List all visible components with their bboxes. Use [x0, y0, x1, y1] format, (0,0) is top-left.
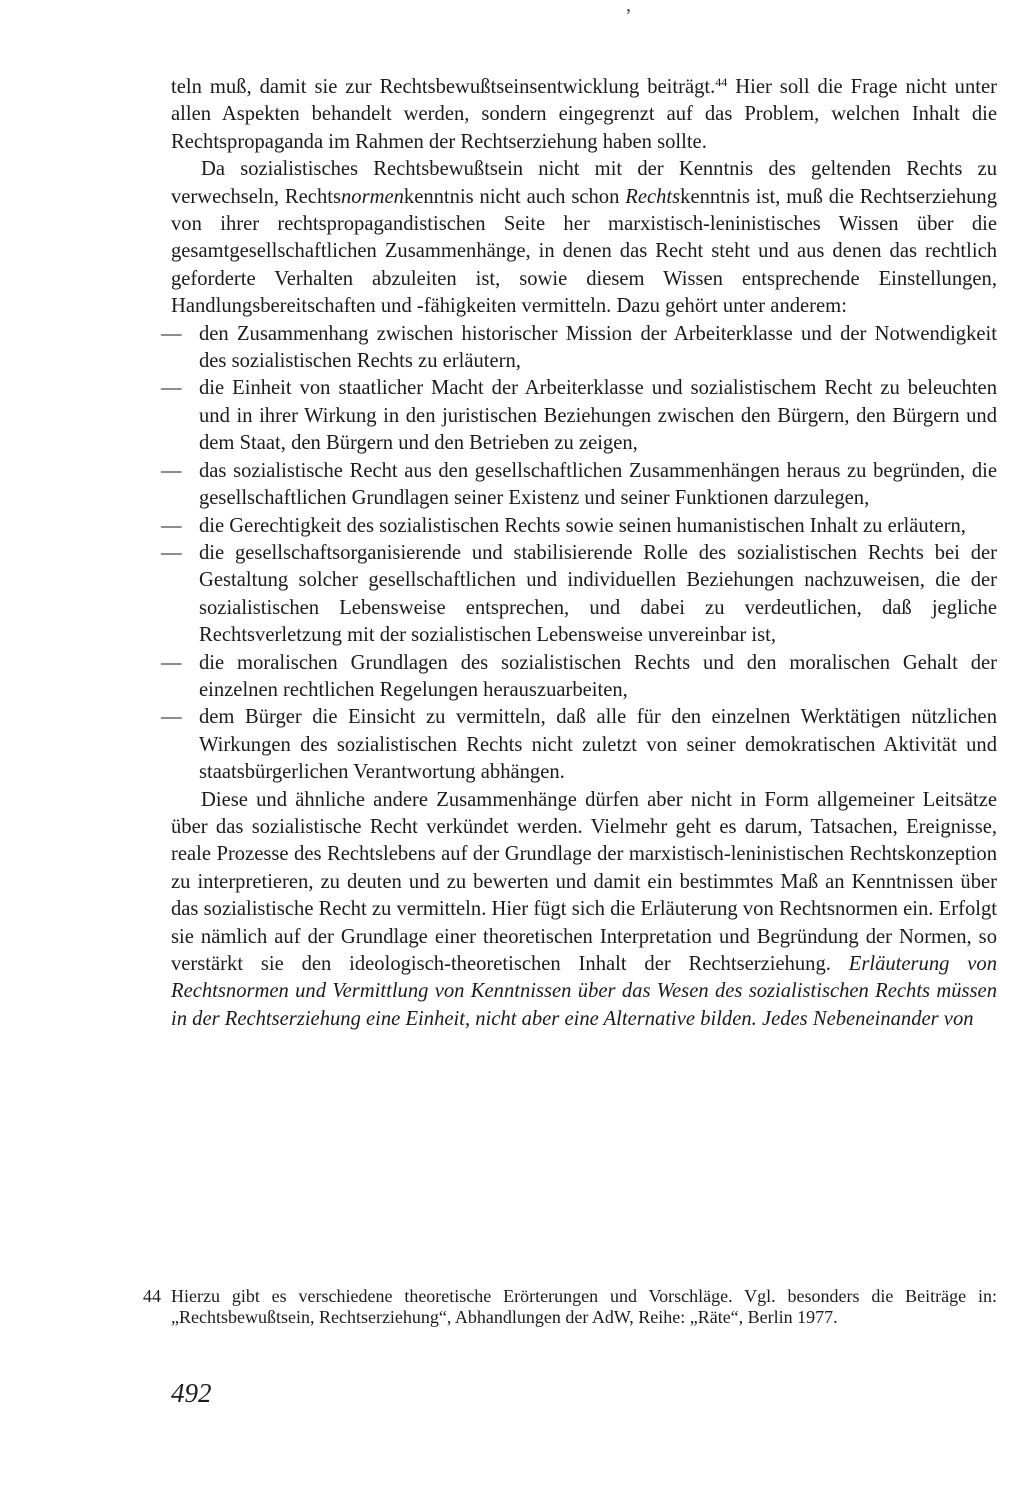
list-item-text: die Einheit von staatlicher Macht der Arbeiterklasse und sozialistischem Recht zu beleuchten und in ihrer Wirkung in den juristischen Beziehungen zwischen den Bürgern, den Bürgern und dem Staat, den Bürgern und den Betrieben zu zeigen, [199, 377, 997, 455]
paragraph-2-part-3: kenntnis ist, muß die Rechtserziehung von ihrer rechtspropagandistischen Seite her marxistisch-leninistisches Wissen über die gesamtgesellschaftlichen Zusammenhänge, in denen das Recht steht und aus denen das rechtlich geforderte Verhalten abzuleiten ist, sowie diesem Wissen entsprechende Einstellungen, Handlungsbereitschaften und -fähigkeiten vermitteln. Dazu gehört unter anderem: [171, 185, 998, 318]
list-item [161, 513, 997, 540]
list-item [161, 321, 997, 376]
top-mark: , [626, 0, 631, 16]
list-item [161, 540, 997, 650]
list-item-text: die gesellschaftsorganisierende und stabilisierende Rolle des sozialistischen Rechts bei der Gestaltung solcher gesellschaftlichen und individuellen Beziehungen nachzuweisen, die der sozialistischen Lebensweise entsprechen, und dabei zu verdeutlichen, daß jegliche Rechtsverletzung mit der sozialistischen Lebensweise unvereinbar ist, [199, 541, 997, 647]
list-item-text: die moralischen Grundlagen des sozialistischen Rechts und den moralischen Gehalt der einzelnen rechtlichen Regelungen herauszuarbeiten, [199, 651, 997, 701]
bullet-dash: — [161, 377, 182, 400]
paragraph-2-emphasis-2: Rechts [625, 185, 681, 208]
list-item [161, 458, 997, 513]
paragraph-3 [171, 787, 997, 1034]
body-text [161, 74, 998, 1033]
paragraph-1-text: teln muß, damit sie zur Rechtsbewußtseinsentwicklung beiträgt. [171, 76, 716, 98]
paragraph-1-text-after: Hier soll die Frage nicht unter allen Aspekten behandelt werden, sondern eingegrenzt auf das Problem, welchen Inhalt die Rechtspropaganda im Rahmen der Rechtserziehung haben sollte. [171, 76, 997, 153]
list-item-text: dem Bürger die Einsicht zu vermitteln, daß alle für den einzelnen Werktätigen nützlichen Wirkungen des sozialistischen Rechts nicht zuletzt von seiner demokratischen Aktivität und staatsbürgerlichen Verantwortung abhängen. [199, 706, 997, 784]
bullet-dash: — [161, 706, 182, 729]
paragraph-3-emphasis: Erläuterung von Rechtsnormen und Vermittlung von Kenntnissen über das Wesen des sozialistischen Rechts müssen in der Rechtserziehung eine Einheit, nicht aber eine Alternative bilden. Jedes Nebeneinander von [171, 953, 997, 1030]
paragraph-2-part-1: Da sozialistisches Rechtsbewußtsein nicht mit der Kenntnis des geltenden Rechts zu verwechseln, Rechts [171, 158, 997, 208]
footnote-text: Hierzu gibt es verschiedene theoretische Erörterungen und Vorschläge. Vgl. besonders die Beiträge in: „Rechtsbewußtsein, Rechtserziehung“, Abhandlungen der AdW, Reihe: „Räte“, Berlin 1977. [171, 1286, 997, 1327]
bullet-dash: — [161, 459, 182, 482]
paragraph-2-emphasis-1: normen [340, 185, 404, 208]
bullet-list [161, 321, 997, 787]
bullet-dash: — [161, 322, 182, 345]
list-item [161, 704, 997, 786]
footnote-reference: 44 [715, 75, 728, 89]
list-item-text: die Gerechtigkeit des sozialistischen Rechts sowie seinen humanistischen Inhalt zu erläutern, [199, 514, 966, 537]
page-number: 492 [171, 1378, 212, 1408]
bullet-dash: — [161, 651, 182, 674]
list-item-text: das sozialistische Recht aus den gesellschaftlichen Zusammenhängen heraus zu begründen, die gesellschaftlichen Grundlagen seiner Existenz und seiner Funktionen darzulegen, [199, 459, 997, 510]
footnote-number: 44 [143, 1286, 161, 1306]
bullet-dash: — [161, 541, 182, 564]
list-item-text: den Zusammenhang zwischen historischer Mission der Arbeiterklasse und der Notwendigkeit des sozialistischen Rechts zu erläutern, [199, 322, 997, 373]
footnote [143, 1286, 997, 1328]
list-item [161, 375, 997, 457]
list-item [161, 650, 997, 705]
paragraph-3-text: Diese und ähnliche andere Zusammenhänge dürfen aber nicht in Form allgemeiner Leitsätze über das sozialistische Recht verkündet werden. Vielmehr geht es darum, Tatsachen, Ereignisse, reale Prozesse des Rechtslebens auf der Grundlage der marxistisch-leninistischen Rechtskonzeption zu interpretieren, zu deuten und zu bewerten und damit ein bestimmtes Maß an Kenntnissen über das sozialistische Recht zu vermitteln. Hier fügt sich die Erläuterung von Rechtsnormen ein. Erfolgt sie nämlich auf der Grundlage einer theoretischen Interpretation und Begründung der Normen, so verstärkt sie den ideologisch-theoretischen Inhalt der Rechtserziehung. [171, 788, 997, 975]
paragraph-2-part-2: kenntnis nicht auch schon [403, 185, 626, 208]
bullet-dash: — [161, 514, 182, 537]
paragraph-1 [171, 74, 997, 156]
paragraph-2 [171, 156, 997, 320]
